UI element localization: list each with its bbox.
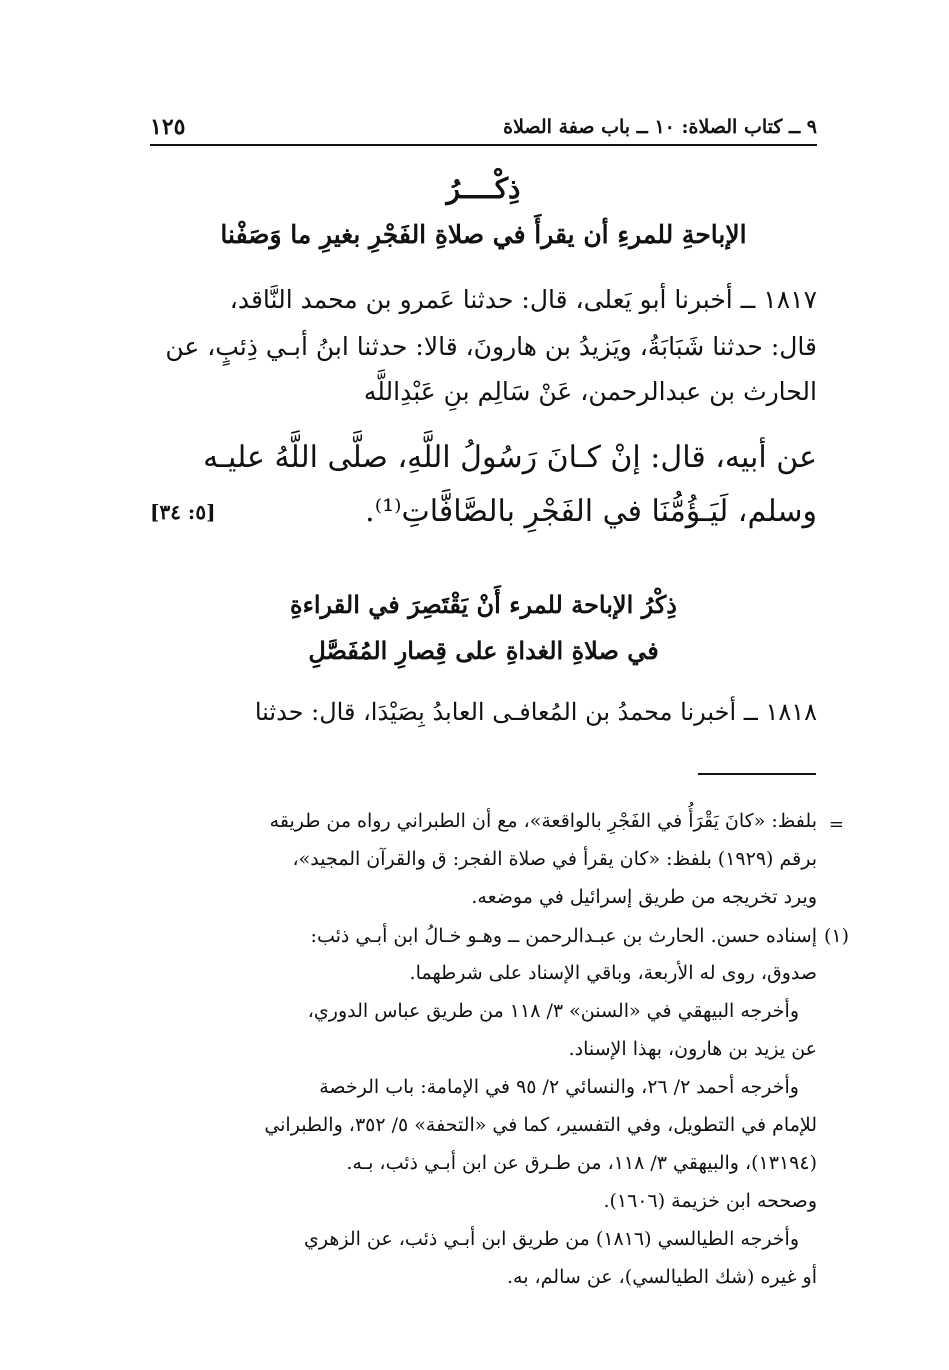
- footnote-1-line-6: للإمام في التطويل، وفي التفسير، كما في «التحفة» ٥/ ٣٥٢، والطبراني: [264, 1114, 817, 1136]
- hadith1817-matn-2: وسلم، لَيَـؤُمُّنَا في الفَجْرِ بالصَّافَّاتِ⁽¹⁾.: [365, 494, 817, 529]
- section1-word: ذِكْــــرُ: [446, 172, 521, 205]
- section2-title-line-2: في صلاةِ الغداةِ على قِصارِ المُفَصَّلِ: [308, 636, 659, 665]
- hadith1817-line-2: قال: حدثنا شَبَابَةُ، ويَزيدُ بن هارونَ، قالا: حدثنا ابنُ أبـي ذِئبٍ، عن: [165, 332, 817, 361]
- footnote-1-line-10: أو غيره (شك الطيالسي)، عن سالم، به.: [506, 1266, 817, 1288]
- footnote-1-number: (١): [823, 925, 849, 947]
- footnote-1-line-5: وأخرجه أحمد ٢/ ٢٦، والنسائي ٢/ ٩٥ في الإمامة: باب الرخصة: [319, 1076, 799, 1098]
- hadith1817-reference: [٥: ٣٤]: [150, 500, 216, 524]
- footnote-continuation-marker: =: [828, 814, 844, 835]
- footnote-1-line-9: وأخرجه الطيالسي (١٨١٦) من طريق ابن أبـي ذئب، عن الزهري: [303, 1228, 799, 1250]
- footnote-continuation-line-3: ويرد تخريجه من طريق إسرائيل في موضعه.: [471, 886, 817, 908]
- footnote-1-line-1: إسناده حسن. الحارث بن عبـدالرحمن ــ وهـو خـالُ ابن أبـي ذئب:: [310, 925, 817, 947]
- footnote-1-line-8: وصححه ابن خزيمة (١٦٠٦).: [603, 1190, 817, 1212]
- footnote-1-line-3: وأخرجه البيهقي في «السنن» ٣/ ١١٨ من طريق عباس الدوري،: [307, 1000, 799, 1022]
- hadith1817-line-3: الحارث بن عبدالرحمن، عَنْ سَالِم بنِ عَبْدِاللَّه: [363, 377, 817, 406]
- page-header: [150, 110, 817, 146]
- section2-title-line-1: ذِكْرُ الإباحة للمرء أَنْ يَقْتَصِرَ في القراءةِ: [290, 590, 677, 619]
- footnote-continuation-line-2: برقم (١٩٢٩) بلفظ: «كان يقرأ في صلاة الفجر: ق والقرآن المجيد»،: [292, 848, 817, 870]
- hadith1818-line: ١٨١٨ ــ أخبرنا محمدُ بن المُعافـى العابدُ بِصَيْدَا، قال: حدثنا: [254, 698, 817, 726]
- footnote-continuation-line-1: بلفظ: «كانَ يَقْرَأُ في الفَجْرِ بالواقعة»، مع أن الطبراني رواه من طريقه: [269, 810, 817, 832]
- section1-title: الإباحةِ للمرءِ أن يقرأَ في صلاةِ الفَجْرِ بغيرِ ما وَصَفْنا: [220, 220, 747, 249]
- footnote-separator: [698, 773, 816, 775]
- running-head: ٩ ــ كتاب الصلاة: ١٠ ــ باب صفة الصلاة: [503, 116, 817, 138]
- hadith1817-matn-1: عن أبيه، قال: إنْ كـانَ رَسُولُ اللَّهِ، صلَّى اللَّهُ عليـه: [203, 440, 817, 475]
- footnote-1-line-2: صدوق، روى له الأربعة، وباقي الإسناد على شرطهما.: [409, 962, 817, 984]
- footnote-1-line-7: (١٣١٩٤)، والبيهقي ٣/ ١١٨، من طـرق عن ابن أبـي ذئب، بـه.: [346, 1152, 817, 1174]
- hadith1817-line-1: ١٨١٧ ــ أخبرنا أبو يَعلى، قال: حدثنا عَمرو بن محمد النَّاقد،: [229, 285, 817, 314]
- footnote-1-line-4: عن يزيد بن هارون، بهذا الإسناد.: [568, 1038, 817, 1060]
- page-number: ١٢٥: [150, 114, 186, 140]
